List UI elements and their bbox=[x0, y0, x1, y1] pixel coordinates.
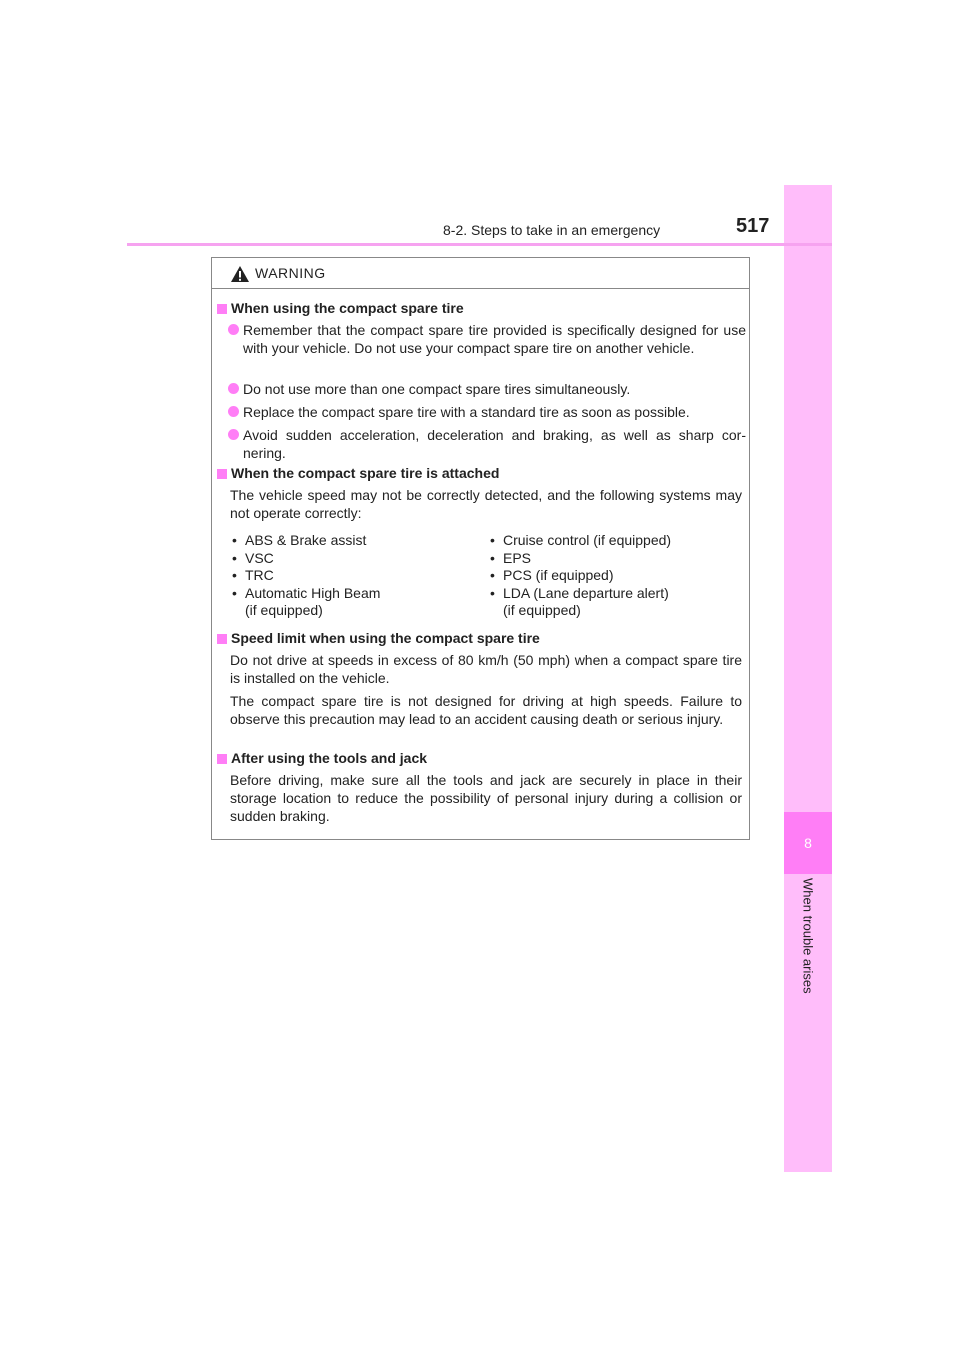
paragraph: Before driving, make sure all the tools and jack are securely in place in their storage location to reduce the possibility of personal injury during a collision or sudden braking. bbox=[230, 772, 742, 824]
list-item: Do not use more than one compact spare tires simultaneously. bbox=[228, 380, 746, 398]
section-title: Speed limit when using the compact spare tire bbox=[217, 630, 540, 646]
section-title: After using the tools and jack bbox=[217, 750, 427, 766]
list-item: • EPS bbox=[490, 550, 671, 568]
circle-bullet-icon bbox=[228, 383, 239, 394]
square-bullet-icon bbox=[217, 469, 227, 479]
chapter-side-tab bbox=[784, 185, 832, 1172]
warning-triangle-icon bbox=[230, 265, 250, 288]
list-item: • PCS (if equipped) bbox=[490, 567, 671, 585]
paragraph: The vehicle speed may not be correctly detected, and the following systems may not operate correctly: bbox=[230, 487, 742, 521]
chapter-number: 8 bbox=[784, 812, 832, 874]
warning-header bbox=[212, 258, 749, 289]
chapter-label: When trouble arises bbox=[800, 878, 816, 994]
systems-list-left bbox=[232, 532, 380, 620]
systems-list-right bbox=[490, 532, 671, 620]
square-bullet-icon bbox=[217, 304, 227, 314]
warning-box bbox=[211, 257, 750, 840]
list-item: • VSC bbox=[232, 550, 380, 568]
list-item: • LDA (Lane departure alert) bbox=[490, 585, 671, 603]
list-item: (if equipped) bbox=[245, 602, 323, 619]
circle-bullet-icon bbox=[228, 406, 239, 417]
section-title: 8-2. Steps to take in an emergency bbox=[443, 222, 661, 238]
list-item: • ABS & Brake assist bbox=[232, 532, 380, 550]
paragraph: The compact spare tire is not designed for driving at high speeds. Failure to observe this precaution may lead to an accident causing death or serious injury. bbox=[230, 693, 742, 727]
circle-bullet-icon bbox=[228, 429, 239, 440]
list-item: • TRC bbox=[232, 567, 380, 585]
paragraph: Do not drive at speeds in excess of 80 km/h (50 mph) when a compact spare tire is installed on the vehicle. bbox=[230, 652, 742, 686]
square-bullet-icon bbox=[217, 634, 227, 644]
page-number: 517 bbox=[736, 215, 770, 237]
warning-label: WARNING bbox=[255, 265, 326, 281]
section-title: When the compact spare tire is attached bbox=[217, 465, 499, 481]
list-item: • Automatic High Beam bbox=[232, 585, 380, 603]
list-item: • Cruise control (if equipped) bbox=[490, 532, 671, 550]
list-item: Avoid sudden acceleration, deceleration and braking, as well as sharp cor-nering. bbox=[228, 426, 746, 462]
circle-bullet-icon bbox=[228, 324, 239, 335]
header-divider bbox=[127, 243, 832, 246]
list-item: Replace the compact spare tire with a standard tire as soon as possible. bbox=[228, 403, 746, 421]
section-title: When using the compact spare tire bbox=[217, 300, 464, 316]
list-item: (if equipped) bbox=[503, 602, 581, 619]
list-item: Remember that the compact spare tire provided is specifically designed for use with your vehicle. Do not use your compact spare tire on another vehicle. bbox=[228, 321, 746, 357]
square-bullet-icon bbox=[217, 754, 227, 764]
